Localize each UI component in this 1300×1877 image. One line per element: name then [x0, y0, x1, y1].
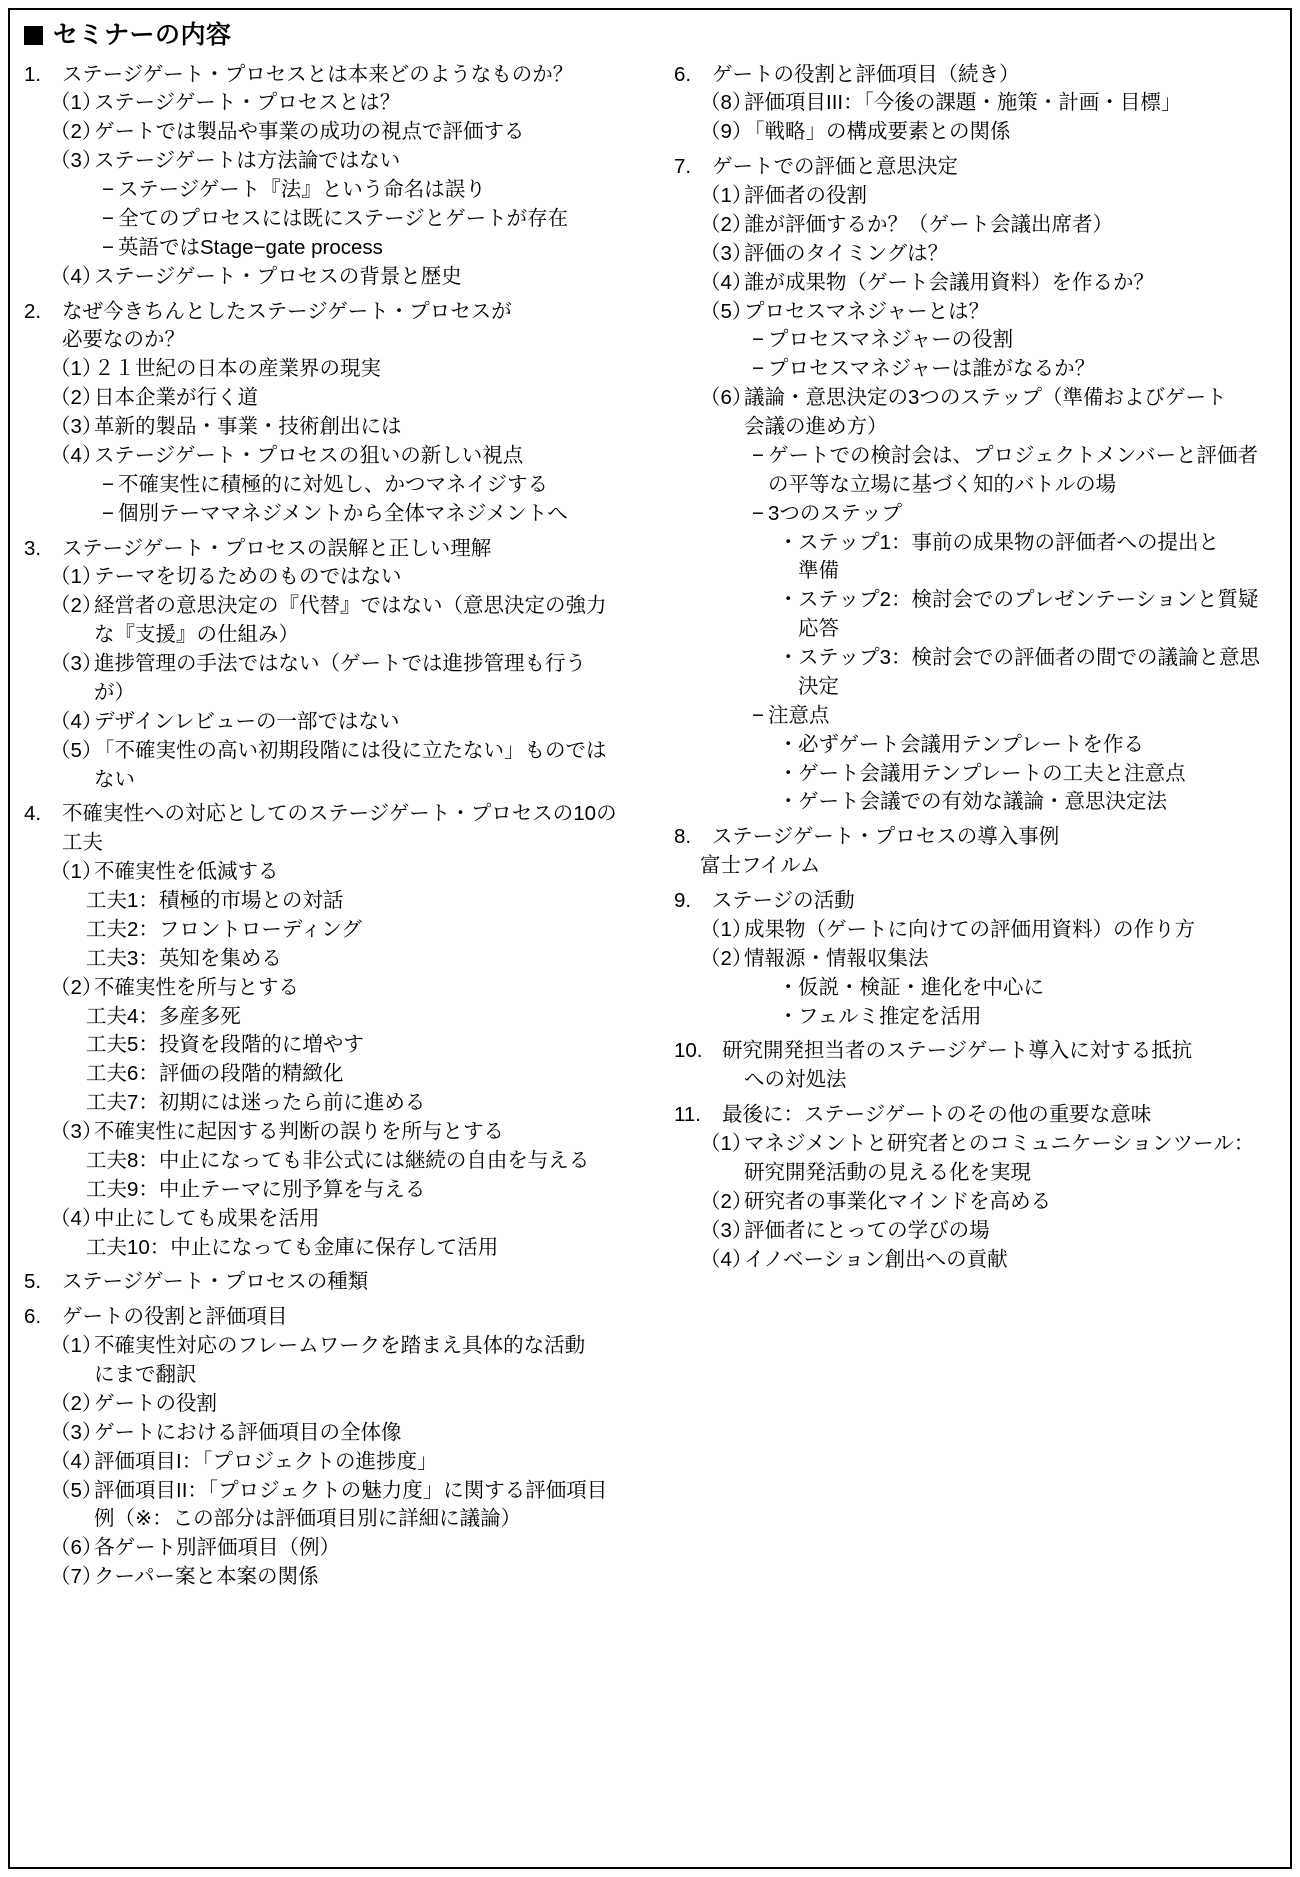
page-title — [24, 22, 1280, 50]
outline-item-text: ゲートでの評価と意思決定 — [712, 155, 958, 179]
outline-item-text: ステージゲート・プロセスの導入事例 — [712, 825, 1060, 849]
outline-item-text: 富士フイルム — [700, 854, 821, 878]
outline-item — [50, 1534, 660, 1562]
outline-item-marker: 6. — [24, 1305, 42, 1329]
outline-item-marker: （2） — [50, 594, 103, 618]
outline-item-text: ゲートにおける評価項目の全体像 — [94, 1420, 402, 1444]
outline-item — [86, 1089, 660, 1117]
outline-item — [24, 1268, 660, 1296]
outline-item-marker: 1. — [24, 62, 42, 86]
outline-item-marker: − — [752, 357, 764, 381]
outline-item-text: 各ゲート別評価項目（例） — [94, 1536, 340, 1560]
outline-item — [700, 945, 1300, 973]
outline-item — [674, 887, 1300, 915]
outline-item — [778, 731, 1300, 759]
outline-item-text: 「戦略」の構成要素との関係 — [744, 120, 1011, 144]
outline-item — [62, 326, 660, 354]
outline-item-text: 最後に：ステージゲートのその他の重要な意味 — [722, 1103, 1152, 1127]
outline-item-text: な『支援』の仕組み） — [94, 623, 299, 647]
outline-item-text: 工夫7：初期には迷ったら前に進める — [86, 1091, 426, 1115]
outline-item-text: ステージゲート・プロセスの誤解と正しい理解 — [62, 536, 492, 560]
outline-item — [94, 766, 660, 794]
outline-item — [778, 788, 1300, 816]
outline-item-marker: ・ — [778, 588, 799, 612]
outline-item-marker: （5） — [700, 299, 753, 323]
outline-item-marker: − — [102, 178, 114, 201]
outline-item-text: 工夫4：多産多死 — [86, 1004, 241, 1028]
outline-item-text: への対処法 — [744, 1068, 847, 1092]
outline-item — [86, 1176, 660, 1204]
outline-item — [674, 61, 1300, 89]
outline-item-text: 不確実性に積極的に対処し、かつマネイジする — [118, 472, 549, 496]
outline-item — [700, 240, 1300, 268]
outline-item-marker: ・ — [778, 761, 799, 785]
outline-item — [94, 1361, 660, 1389]
outline-item — [50, 1390, 660, 1418]
outline-item — [50, 1419, 660, 1447]
outline-item-marker: （3） — [700, 1218, 753, 1242]
outline-item-text: ゲートでの検討会は、プロジェクトメンバーと評価者 — [768, 443, 1258, 467]
outline-item — [24, 535, 660, 563]
outline-item — [50, 1448, 660, 1476]
outline-item-marker: （4） — [50, 1206, 103, 1230]
content-area — [24, 20, 1280, 1861]
outline-item — [700, 384, 1300, 412]
outline-item — [744, 1159, 1300, 1187]
outline-item — [798, 615, 1300, 643]
outline-item — [744, 413, 1300, 441]
outline-item-marker: （4） — [700, 1247, 753, 1271]
filled-square-icon — [24, 26, 43, 45]
outline-item-marker: （4） — [50, 709, 103, 733]
outline-item — [24, 1303, 660, 1331]
outline-item-text: プロセスマネジャーとは？ — [744, 299, 990, 323]
outline-item — [778, 644, 1300, 672]
content-border — [8, 8, 1292, 1869]
outline-item-marker: − — [752, 703, 764, 727]
outline-item — [94, 679, 660, 707]
outline-item-text: ゲートの役割と評価項目 — [62, 1305, 288, 1329]
outline-item — [778, 586, 1300, 614]
outline-item-text: 評価のタイミングは？ — [744, 241, 949, 265]
outline-item-marker: 3. — [24, 536, 42, 560]
outline-item-text: 評価項目III：「今後の課題・施策・計画・目標」 — [744, 91, 1182, 115]
outline-item-marker: （3） — [50, 652, 103, 675]
outline-item-text: ステージの活動 — [712, 889, 855, 912]
outline-item-text: 全てのプロセスには既にステージとゲートが存在 — [118, 206, 569, 230]
outline-item-text: 準備 — [798, 559, 839, 583]
outline-item-text: 3つのステップ — [768, 501, 902, 525]
outline-item-text: マネジメントと研究者とのコミュニケーションツール： — [744, 1132, 1255, 1155]
outline-item-marker: − — [752, 328, 764, 352]
outline-item-marker: 11. — [674, 1103, 701, 1127]
outline-item-marker: 6. — [674, 62, 692, 86]
outline-item-text: ステージゲート・プロセスの背景と歴史 — [94, 264, 462, 288]
outline-item-marker: （5） — [50, 738, 103, 762]
outline-item-marker: （6） — [700, 386, 753, 410]
outline-item — [752, 500, 1300, 528]
outline-item-text: 注意点 — [768, 703, 830, 727]
outline-item-marker: （8） — [700, 91, 753, 115]
outline-item-text: 日本企業が行く道 — [94, 386, 258, 410]
outline-item — [674, 153, 1300, 181]
outline-item-text: 不確実性への対応としてのステージゲート・プロセスの10の — [62, 802, 617, 826]
outline-item-marker: ・ — [778, 1004, 799, 1028]
outline-item-text: 誰が評価するか？（ゲート会議出席者） — [744, 212, 1113, 236]
outline-item-text: 評価項目I：「プロジェクトの進捗度」 — [94, 1449, 438, 1473]
outline-item-marker: （3） — [50, 1120, 103, 1143]
outline-item-marker: （1） — [50, 860, 103, 884]
outline-item — [700, 1188, 1300, 1216]
outline-item — [778, 760, 1300, 788]
outline-item — [62, 829, 660, 857]
outline-item-marker: （2） — [700, 212, 753, 236]
outline-item — [102, 234, 660, 262]
outline-item-text: イノベーション創出への貢献 — [744, 1247, 1008, 1271]
outline-item-marker: （9） — [700, 120, 753, 144]
outline-item-text: 工夫1：積極的市場との対話 — [86, 889, 344, 912]
outline-item-marker: （4） — [700, 270, 753, 294]
outline-item-text: ゲートでは製品や事業の成功の視点で評価する — [94, 120, 525, 144]
outline-item-text: 工夫3：英知を集める — [86, 946, 282, 970]
outline-item-text: 評価者にとっての学びの場 — [744, 1218, 990, 1242]
outline-item-text: 必ずゲート会議用テンプレートを作る — [798, 732, 1145, 756]
outline-item-text: 進捗管理の手法ではない（ゲートでは進捗管理も行う — [94, 652, 586, 675]
outline-item — [752, 442, 1300, 470]
outline-item — [700, 1130, 1300, 1158]
outline-item — [86, 916, 660, 944]
outline-item-marker: − — [102, 206, 114, 230]
outline-item-marker: − — [752, 443, 764, 467]
outline-item-marker: （7） — [50, 1565, 103, 1589]
outline-item-marker: − — [102, 235, 114, 259]
outline-item-marker: （3） — [50, 1420, 103, 1444]
right-column — [674, 54, 1300, 1275]
outline-item — [50, 263, 660, 291]
outline-item-text: ゲートの役割 — [94, 1391, 217, 1415]
outline-item-marker: （6） — [50, 1536, 103, 1560]
outline-item — [86, 1031, 660, 1059]
outline-item-text: テーマを切るためのものではない — [94, 565, 402, 589]
outline-item — [700, 118, 1300, 146]
outline-item-marker: ・ — [778, 530, 799, 554]
outline-item-text: プロセスマネジャーの役割 — [768, 328, 1014, 352]
outline-item-text: 工夫8：中止になっても非公式には継続の自由を与える — [86, 1148, 590, 1172]
outline-item-text: ステップ3：検討会での評価者の間での議論と意思 — [798, 646, 1260, 669]
outline-item — [24, 800, 660, 828]
outline-item-text: 不確実性に起因する判断の誤りを所与とする — [94, 1120, 504, 1143]
outline-item-marker: （4） — [50, 1449, 103, 1473]
outline-item — [674, 1037, 1300, 1065]
outline-item — [674, 823, 1300, 851]
outline-item — [700, 211, 1300, 239]
outline-item-text: ない — [94, 767, 135, 791]
outline-item — [86, 887, 660, 915]
outline-item — [86, 1060, 660, 1088]
outline-item-text: 工夫2：フロントローディング — [86, 917, 362, 941]
outline-item-text: 革新的製品・事業・技術創出には — [94, 415, 402, 438]
outline-item-text: 例（※：この部分は評価項目別に詳細に議論） — [94, 1507, 522, 1531]
outline-item-marker: − — [752, 501, 764, 525]
outline-item — [700, 1246, 1300, 1274]
outline-item-text: 評価項目II：「プロジェクトの魅力度」に関する評価項目 — [94, 1478, 608, 1502]
outline-item-marker: （2） — [50, 975, 103, 999]
outline-item — [50, 1563, 660, 1591]
outline-item-text: ２１世紀の日本の産業界の現実 — [94, 357, 381, 381]
outline-item — [50, 89, 660, 117]
outline-item-marker: （5） — [50, 1478, 103, 1502]
left-column — [24, 54, 660, 1593]
outline-item — [700, 916, 1300, 944]
outline-item-text: 評価者の役割 — [744, 184, 867, 207]
outline-item — [798, 673, 1300, 701]
outline-item-text: ゲート会議での有効な議論・意思決定法 — [798, 790, 1167, 814]
outline-item — [700, 269, 1300, 297]
outline-item-marker: （2） — [50, 120, 103, 144]
outline-item-marker: （1） — [50, 357, 103, 381]
outline-item-text: 工夫5：投資を段階的に増やす — [86, 1033, 364, 1057]
outline-item-text: 不確実性対応のフレームワークを踏まえ具体的な活動 — [94, 1334, 586, 1358]
outline-item-text: 工夫9：中止テーマに別予算を与える — [86, 1177, 426, 1201]
outline-item-text: が） — [94, 680, 135, 704]
outline-item — [744, 1066, 1300, 1094]
outline-item — [752, 355, 1300, 383]
outline-item — [86, 945, 660, 973]
outline-item — [50, 563, 660, 591]
outline-item-text: 不確実性を低減する — [94, 860, 279, 884]
outline-item-marker: （2） — [50, 1391, 103, 1415]
outline-item — [86, 1147, 660, 1175]
outline-item — [86, 1234, 660, 1262]
outline-item-text: 会議の進め方） — [744, 415, 888, 438]
outline-item — [674, 1101, 1300, 1129]
outline-item — [700, 852, 1300, 880]
outline-item — [752, 326, 1300, 354]
outline-item — [102, 471, 660, 499]
outline-item — [778, 529, 1300, 557]
outline-item-marker: ・ — [778, 646, 799, 669]
two-column-layout — [24, 54, 1280, 1593]
outline-item — [50, 650, 660, 678]
outline-item-text: ステージゲート・プロセスの狙いの新しい視点 — [94, 443, 524, 467]
outline-item — [50, 1477, 660, 1505]
outline-item-text: 研究者の事業化マインドを高める — [744, 1189, 1052, 1213]
outline-item-marker: （4） — [50, 443, 103, 467]
outline-item-text: フェルミ推定を活用 — [798, 1004, 982, 1028]
outline-item — [24, 298, 660, 326]
outline-item-text: ゲート会議用テンプレートの工夫と注意点 — [798, 761, 1186, 785]
outline-item-text: 研究開発担当者のステージゲート導入に対する抵抗 — [722, 1039, 1193, 1063]
outline-item — [798, 557, 1300, 585]
outline-item-marker: （1） — [50, 565, 103, 589]
outline-item-text: ステップ1：事前の成果物の評価者への提出と — [798, 530, 1219, 554]
outline-item-text: の平等な立場に基づく知的バトルの場 — [768, 472, 1117, 496]
outline-item-text: 英語ではStage−gate process — [118, 235, 383, 259]
outline-item-text: 不確実性を所与とする — [94, 975, 299, 999]
outline-item-text: なぜ今きちんとしたステージゲート・プロセスが — [62, 299, 512, 323]
outline-item-marker: （1） — [700, 184, 753, 207]
outline-item — [94, 1505, 660, 1533]
outline-item-marker: （1） — [700, 1132, 753, 1155]
outline-item-marker: （1） — [50, 91, 103, 115]
outline-item-marker: （3） — [50, 415, 103, 438]
outline-item-text: 誰が成果物（ゲート会議用資料）を作るか？ — [744, 270, 1154, 294]
outline-item-marker: （2） — [700, 946, 753, 970]
outline-item — [50, 592, 660, 620]
outline-item-marker: （2） — [50, 386, 103, 410]
outline-item — [768, 471, 1300, 499]
outline-item-marker: （4） — [50, 264, 103, 288]
outline-item-marker: （1） — [700, 917, 753, 941]
outline-item — [86, 1003, 660, 1031]
outline-item — [50, 708, 660, 736]
outline-item-text: ステージゲート・プロセスとは？ — [94, 91, 401, 115]
outline-item-marker: （2） — [700, 1189, 753, 1213]
page-title-text: セミナーの内容 — [53, 21, 232, 49]
outline-item-text: ステージゲート・プロセスの種類 — [62, 1270, 369, 1294]
outline-item — [50, 737, 660, 765]
outline-item — [50, 413, 660, 441]
outline-item-marker: 5. — [24, 1270, 42, 1294]
outline-item-marker: ・ — [778, 975, 799, 999]
outline-item-text: 「不確実性の高い初期段階には役に立たない」ものでは — [94, 738, 607, 762]
outline-item-text: 研究開発活動の見える化を実現 — [744, 1160, 1031, 1184]
outline-item-marker: 7. — [674, 155, 692, 179]
outline-item-marker: （3） — [50, 149, 103, 173]
outline-item — [700, 89, 1300, 117]
outline-item — [50, 974, 660, 1002]
outline-item — [700, 298, 1300, 326]
outline-item-marker: ・ — [778, 790, 799, 814]
outline-item — [50, 1118, 660, 1146]
outline-item-text: 工夫6：評価の段階的精緻化 — [86, 1062, 344, 1086]
outline-item — [102, 500, 660, 528]
outline-item-text: 経営者の意思決定の『代替』ではない（意思決定の強力 — [94, 594, 607, 618]
outline-item-marker: 9. — [674, 889, 692, 912]
outline-item-text: 応答 — [798, 617, 839, 641]
outline-item-marker: 10. — [674, 1039, 703, 1063]
outline-item-text: ゲートの役割と評価項目（続き） — [712, 62, 1020, 86]
outline-item-text: ステージゲートは方法論ではない — [94, 149, 401, 173]
outline-item-text: 情報源・情報収集法 — [744, 946, 929, 970]
outline-item-text: 工夫 — [62, 831, 103, 855]
outline-item-marker: 8. — [674, 825, 692, 849]
outline-item — [50, 384, 660, 412]
outline-item-text: 必要なのか？ — [62, 328, 185, 352]
outline-item-marker: （3） — [700, 241, 753, 265]
outline-item — [778, 1003, 1300, 1031]
outline-item-text: ステップ2：検討会でのプレゼンテーションと質疑 — [798, 588, 1259, 612]
outline-item — [700, 1217, 1300, 1245]
outline-item — [50, 1205, 660, 1233]
outline-item — [24, 61, 660, 89]
outline-item — [778, 974, 1300, 1002]
outline-item-marker: ・ — [778, 732, 799, 756]
outline-item-text: 中止にしても成果を活用 — [94, 1206, 320, 1230]
outline-item — [102, 205, 660, 233]
outline-item-text: 決定 — [798, 674, 839, 698]
outline-item-text: クーパー案と本案の関係 — [94, 1565, 319, 1589]
outline-item-text: デザインレビューの一部ではない — [94, 709, 400, 733]
outline-item-marker: 4. — [24, 802, 42, 826]
outline-item-text: プロセスマネジャーは誰がなるか？ — [768, 357, 1096, 381]
outline-item-marker: （1） — [50, 1334, 103, 1358]
outline-item — [102, 176, 660, 204]
outline-item — [50, 355, 660, 383]
outline-item — [50, 442, 660, 470]
outline-item-marker: 2. — [24, 299, 42, 323]
outline-item-marker: − — [102, 501, 114, 525]
outline-item-text: 個別テーママネジメントから全体マネジメントへ — [118, 501, 568, 525]
outline-item — [50, 1332, 660, 1360]
outline-item — [50, 118, 660, 146]
outline-item-text: 議論・意思決定の3つのステップ（準備およびゲート — [744, 386, 1227, 410]
outline-item — [752, 702, 1300, 730]
outline-item-marker: − — [102, 472, 114, 496]
outline-item-text: にまで翻訳 — [94, 1363, 197, 1386]
outline-item-text: 仮説・検証・進化を中心に — [798, 975, 1044, 999]
outline-item — [50, 858, 660, 886]
outline-item-text: ステージゲート『法』という命名は誤り — [118, 178, 486, 201]
outline-item-text: 工夫10：中止になっても金庫に保存して活用 — [86, 1235, 499, 1259]
outline-item — [94, 621, 660, 649]
outline-item — [700, 182, 1300, 210]
outline-item — [50, 147, 660, 175]
outline-item-text: 成果物（ゲートに向けての評価用資料）の作り方 — [744, 917, 1195, 941]
outline-item-text: ステージゲート・プロセスとは本来どのようなものか？ — [62, 62, 574, 86]
